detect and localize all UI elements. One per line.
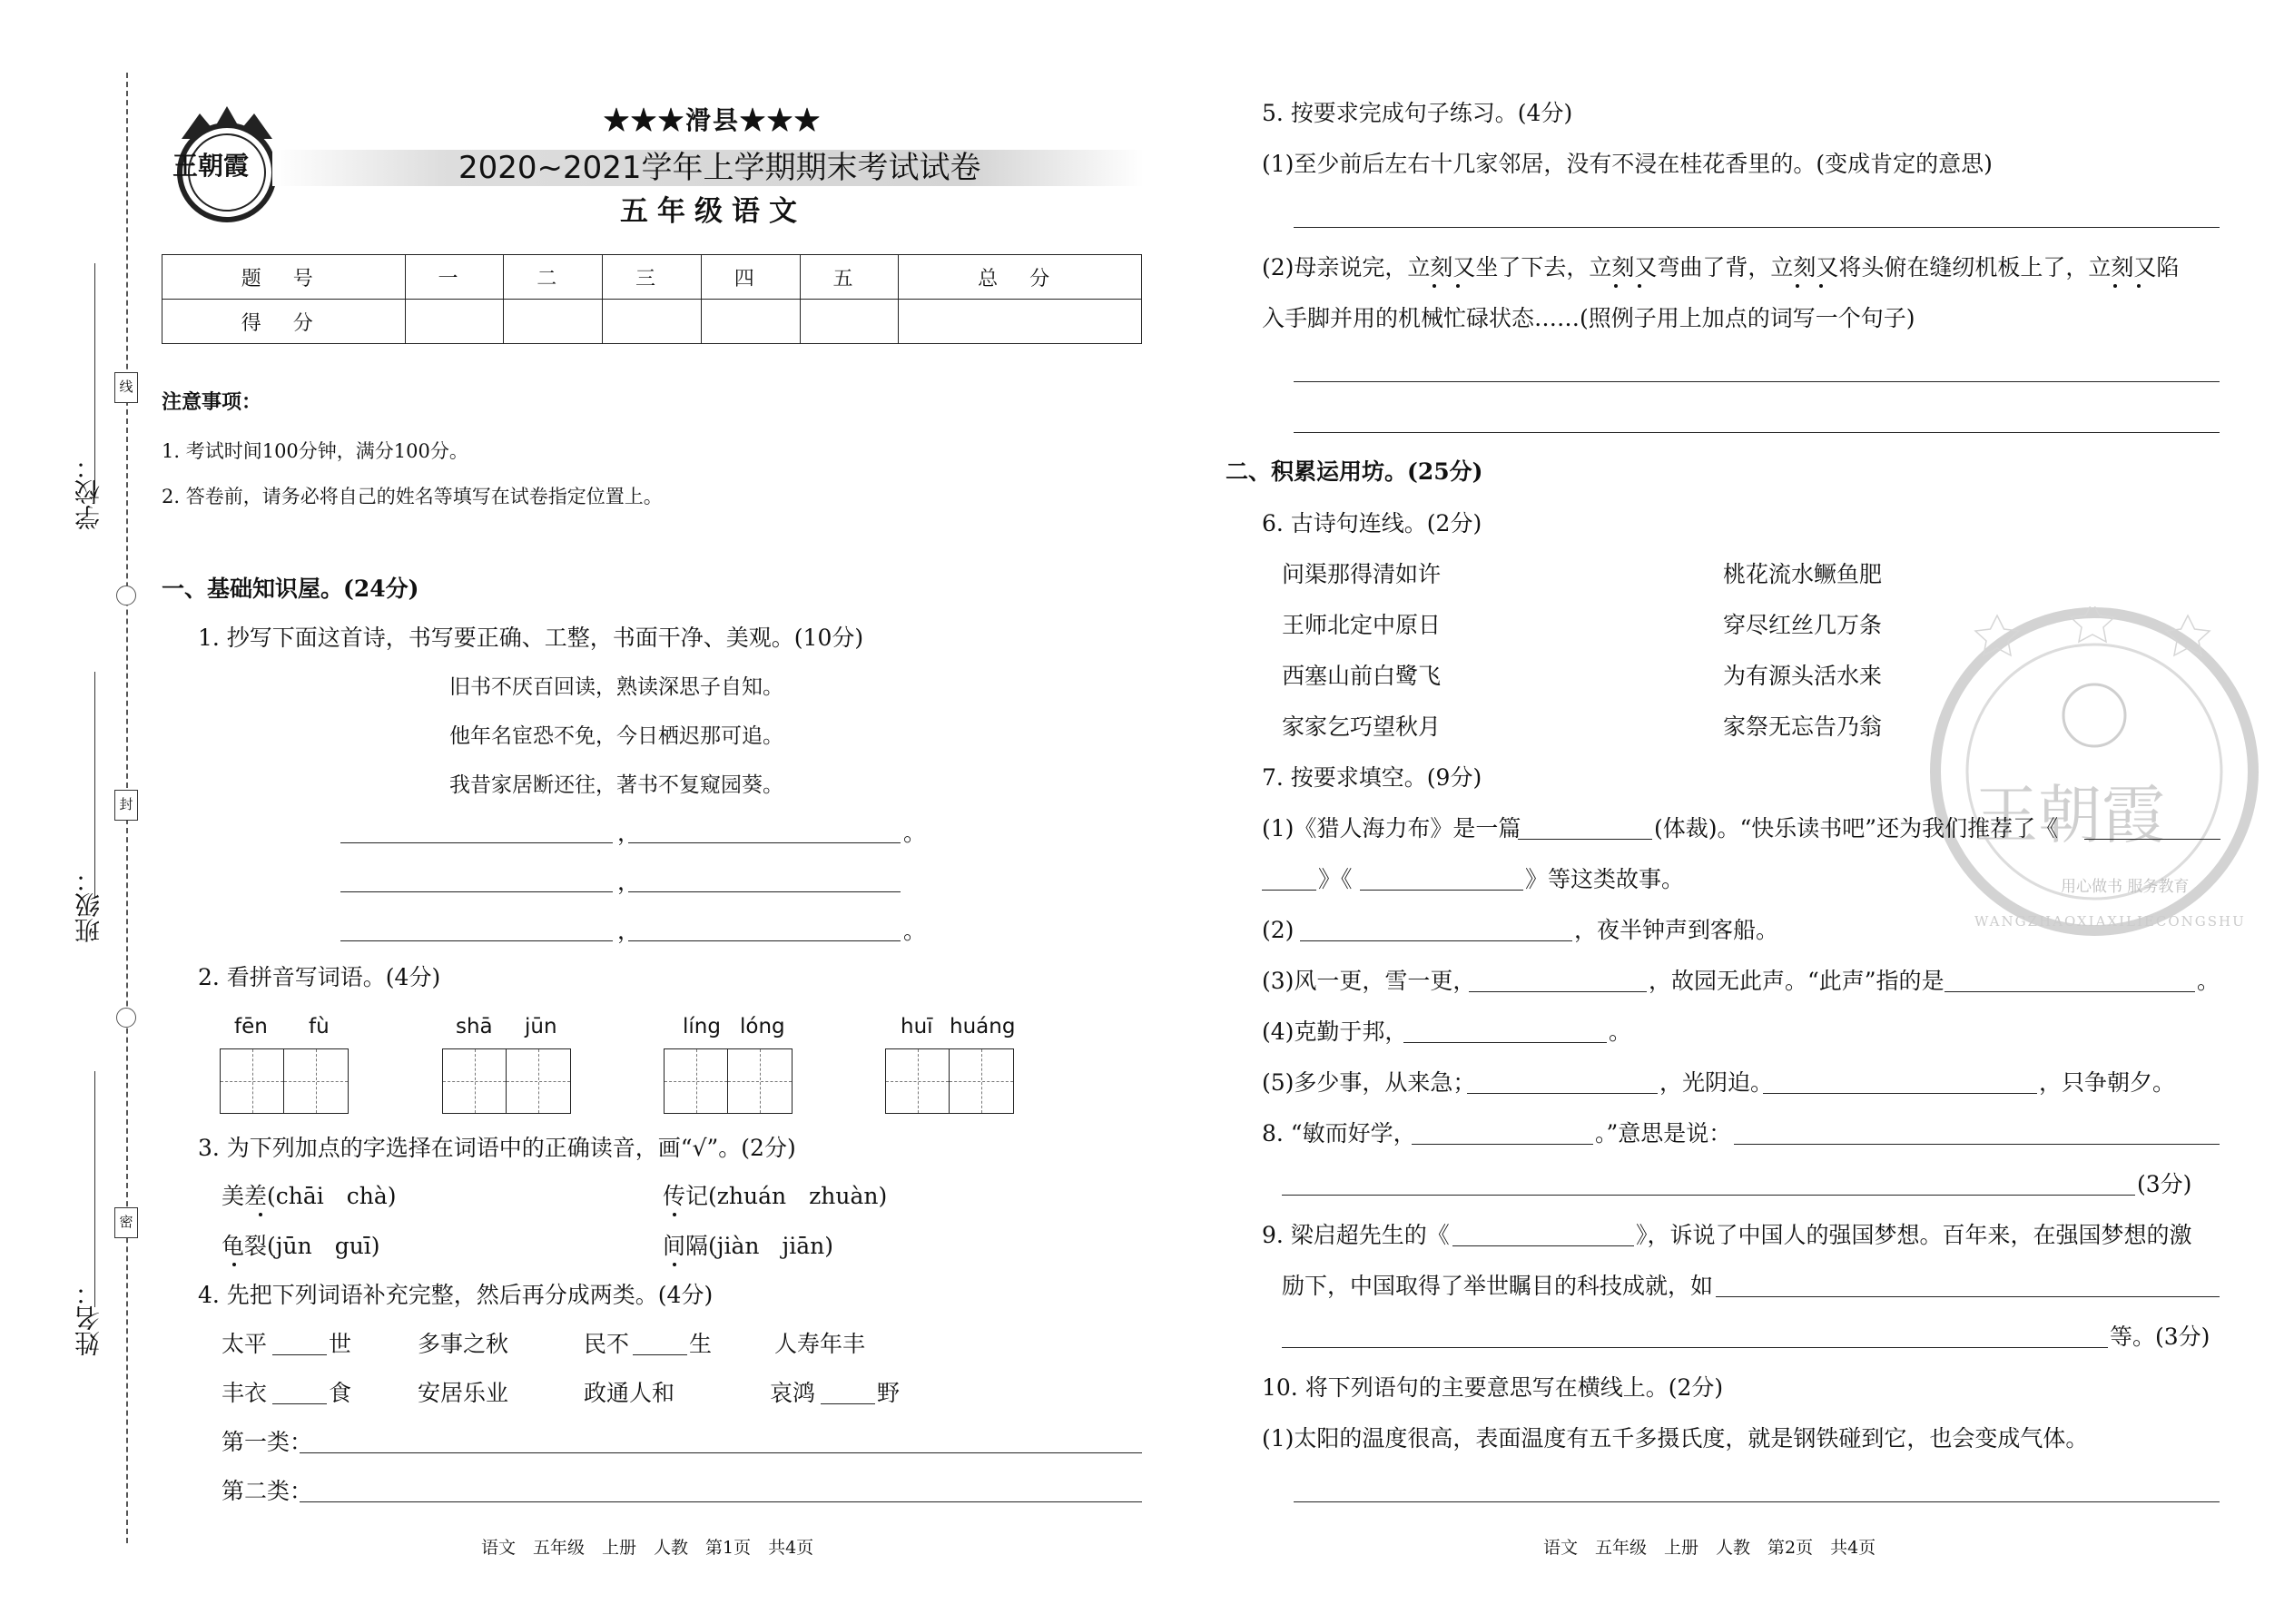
q5-part2-line1: (2)母亲说完，立刻又坐了下去，立刻又弯曲了背，立刻又将头俯在缝纫机板上了，立刻又陷 — [1262, 254, 2180, 281]
q7-4-text: (4)克勤于邦， — [1262, 1019, 1408, 1045]
question-1: 1. 抄写下面这首诗，书写要正确、工整，书面干净、美观。(10分) — [198, 625, 864, 651]
binding-clip-icon — [116, 1008, 136, 1028]
emphasis-dot — [1456, 284, 1460, 288]
county-title: ★★★滑县★★★ — [604, 105, 822, 135]
question-8: 。”意思是说： — [1595, 1120, 1732, 1147]
comma: ， — [617, 869, 641, 895]
fill-blank[interactable] — [1944, 991, 2195, 992]
school-label: 学校： — [74, 454, 103, 530]
emphasis-dot — [1819, 284, 1823, 288]
idiom-blank[interactable] — [633, 1354, 687, 1355]
q3-item[interactable]: 间隔(jiàn jiān) — [663, 1233, 834, 1259]
q7-3-text: (3)风一更，雪一更， — [1262, 968, 1476, 994]
period: 。 — [903, 918, 927, 944]
pinyin-label: líng — [683, 1015, 721, 1038]
q7-1-text: (体裁)。“快乐读书吧”还为我们推荐了《 — [1654, 815, 2059, 842]
copy-answer-line[interactable] — [628, 842, 901, 843]
score-header-cell: 三 — [603, 255, 702, 300]
q7-2-text: (2) — [1262, 917, 1295, 943]
poem-right[interactable]: 家祭无忘告乃翁 — [1723, 714, 1883, 740]
emphasis-dot — [2113, 284, 2117, 288]
q7-5-text: ，只争朝夕。 — [2039, 1069, 2176, 1096]
answer-line[interactable] — [1282, 1195, 2135, 1196]
idiom-blank[interactable] — [272, 1354, 327, 1355]
score-table — [162, 254, 1142, 344]
pinyin-label: fù — [309, 1015, 330, 1038]
idiom: 多事之秋 — [418, 1331, 509, 1357]
q10-part1: (1)太阳的温度很高，表面温度有五千多摄氏度，就是钢铁碰到它，也会变成气体。 — [1262, 1425, 2089, 1452]
q3-item[interactable]: 龟裂(jūn guī) — [222, 1233, 380, 1259]
comma: ， — [617, 820, 641, 846]
brand-logo-text: 王朝霞 — [172, 151, 250, 181]
question-9: 励下，中国取得了举世瞩目的科技成就，如 — [1282, 1273, 1714, 1299]
q7-3-text: ，故园无此声。“此声”指的是 — [1649, 968, 1944, 994]
idiom-part: 太平 — [222, 1331, 268, 1357]
idiom-part: 民不 — [584, 1331, 630, 1357]
name-answer-line — [94, 1071, 95, 1307]
answer-line[interactable] — [1294, 432, 2220, 433]
watermark-slogan: 用心做书 服务教育 — [2061, 878, 2190, 896]
score-row-label: 得 分 — [162, 300, 406, 344]
score-header-cell: 题 号 — [162, 255, 406, 300]
q7-5-text: (5)多少事，从来急； — [1262, 1069, 1476, 1096]
poem-left[interactable]: 西塞山前白鹭飞 — [1282, 663, 1442, 689]
subject-title: 五年级语文 — [620, 195, 806, 228]
copy-answer-line[interactable] — [628, 940, 901, 941]
poem-left[interactable]: 王师北定中原日 — [1282, 612, 1442, 638]
class-label: 班级： — [74, 867, 103, 943]
note-item: 1. 考试时间100分钟，满分100分。 — [162, 440, 468, 462]
poem-left[interactable]: 家家乞巧望秋月 — [1282, 714, 1442, 740]
question-7: 7. 按要求填空。(9分) — [1262, 764, 1482, 791]
question-8: 8. “敏而好学， — [1262, 1120, 1416, 1147]
q7-1-text: (1)《猎人海力布》是一篇 — [1262, 815, 1521, 842]
fill-blank[interactable] — [1412, 1144, 1593, 1145]
fill-blank[interactable] — [1518, 839, 1652, 840]
emphasis-dot — [673, 1263, 676, 1266]
category1-answer-line[interactable] — [300, 1452, 1142, 1453]
pinyin-label: huī — [901, 1015, 933, 1038]
fill-blank[interactable] — [1469, 991, 1647, 992]
emphasis-dot — [1796, 284, 1799, 288]
copy-answer-line[interactable] — [340, 891, 613, 892]
idiom-part: 哀鸿 — [770, 1380, 816, 1406]
answer-line[interactable] — [1294, 227, 2220, 228]
idiom-part: 生 — [689, 1331, 713, 1357]
question-2: 2. 看拼音写词语。(4分) — [198, 964, 441, 990]
character-grid[interactable] — [442, 1048, 571, 1114]
character-grid[interactable] — [885, 1048, 1014, 1114]
fill-blank[interactable] — [2084, 839, 2220, 840]
poem-line: 我昔家居断还往，著书不复窥园葵。 — [449, 773, 783, 797]
q7-1-text: 》《 — [1318, 866, 1353, 892]
poem-line: 他年名宦恐不免，今日栖迟那可追。 — [449, 724, 783, 748]
fill-blank[interactable] — [1467, 1093, 1658, 1094]
pinyin-label: jūn — [525, 1015, 557, 1038]
q3-item[interactable]: 传记(zhuán zhuàn) — [663, 1183, 888, 1209]
score-input-cell[interactable] — [800, 300, 899, 344]
period: 。 — [2197, 968, 2220, 994]
score-header-cell: 四 — [701, 255, 800, 300]
fill-blank[interactable] — [1300, 940, 1572, 941]
copy-answer-line[interactable] — [340, 940, 613, 941]
section1-title: 一、基础知识屋。(24分) — [162, 576, 419, 602]
emphasis-dot — [673, 1213, 676, 1216]
idiom: 政通人和 — [584, 1380, 675, 1406]
pinyin-label: shā — [456, 1015, 493, 1038]
pinyin-label: fēn — [234, 1015, 268, 1038]
score-input-cell[interactable] — [701, 300, 800, 344]
answer-line[interactable] — [1282, 1347, 2108, 1348]
q5-part2-line2: 入手脚并用的机械忙碌状态……(照例子用上加点的词写一个句子) — [1262, 305, 1915, 331]
idiom-part: 世 — [329, 1331, 352, 1357]
period: 。 — [1609, 1019, 1632, 1045]
footer-right: 语文 五年级 上册 人教 第2页 共4页 — [1543, 1538, 1876, 1558]
emphasis-dot — [1614, 284, 1618, 288]
class-answer-line — [94, 672, 95, 899]
emphasis-dot — [1433, 284, 1436, 288]
idiom-part: 食 — [329, 1380, 352, 1406]
score-header-cell: 五 — [800, 255, 899, 300]
question-9: 9. 梁启超先生的《 — [1262, 1222, 1450, 1248]
emphasis-dot — [1638, 284, 1641, 288]
character-grid[interactable] — [664, 1048, 793, 1114]
notes-title: 注意事项： — [162, 390, 262, 414]
category2-answer-line[interactable] — [300, 1501, 1142, 1502]
fill-blank[interactable] — [1360, 890, 1523, 891]
idiom-part: 野 — [877, 1380, 901, 1406]
pinyin-label: huáng — [950, 1015, 1016, 1038]
category1-label: 第一类： — [222, 1429, 313, 1455]
poem-right[interactable]: 桃花流水鳜鱼肥 — [1723, 561, 1883, 587]
fill-blank[interactable] — [1452, 1245, 1634, 1246]
score-header-cell: 一 — [405, 255, 504, 300]
q7-1-text: 》等这类故事。 — [1525, 866, 1685, 892]
question-3: 3. 为下列加点的字选择在词语中的正确读音，画“√”。(2分) — [198, 1135, 796, 1161]
comma: ， — [617, 918, 641, 944]
idiom-blank[interactable] — [821, 1403, 875, 1404]
watermark-brand: 王朝霞 — [1974, 778, 2165, 852]
emphasis-dot — [232, 1263, 236, 1266]
fill-blank[interactable] — [1262, 890, 1316, 891]
score-header-cell: 二 — [504, 255, 603, 300]
question-10: 10. 将下列语句的主要意思写在横线上。(2分) — [1262, 1374, 1724, 1401]
idiom-part: 丰衣 — [222, 1380, 268, 1406]
q7-2-text: ，夜半钟声到客船。 — [1574, 917, 1779, 943]
answer-line[interactable] — [1734, 1144, 2220, 1145]
question-9: 》，诉说了中国人的强国梦想。百年来，在强国梦想的激 — [1636, 1222, 2192, 1248]
answer-line[interactable] — [1294, 1501, 2220, 1502]
score-note: (3分) — [2137, 1171, 2192, 1197]
idiom: 人寿年丰 — [774, 1331, 866, 1357]
idiom-blank[interactable] — [272, 1403, 327, 1404]
score-input-cell[interactable] — [899, 300, 1142, 344]
seal-label-seal: 封 — [114, 790, 138, 821]
question-4: 4. 先把下列词语补充完整，然后再分成两类。(4分) — [198, 1282, 714, 1308]
watermark-arc-text: WANGZHAOXIAXILIECONGSHU — [1974, 913, 2246, 930]
emphasis-dot — [2137, 284, 2141, 288]
question-6: 6. 古诗句连线。(2分) — [1262, 510, 1482, 536]
answer-line[interactable] — [1716, 1296, 2220, 1297]
pinyin-label: lóng — [740, 1015, 785, 1038]
poem-right[interactable]: 为有源头活水来 — [1723, 663, 1883, 689]
answer-line[interactable] — [1294, 381, 2220, 382]
copy-answer-line[interactable] — [628, 891, 901, 892]
category2-label: 第二类： — [222, 1478, 313, 1504]
note-item: 2. 答卷前，请务必将自己的姓名等填写在试卷指定位置上。 — [162, 486, 663, 507]
q3-item[interactable]: 美差(chāi chà) — [222, 1183, 397, 1209]
seal-label-secret: 密 — [114, 1207, 138, 1238]
fill-blank[interactable] — [1403, 1042, 1607, 1043]
score-input-cell[interactable] — [405, 300, 504, 344]
poem-line: 旧书不厌百回读，熟读深思子自知。 — [449, 675, 783, 699]
question-5: 5. 按要求完成句子练习。(4分) — [1262, 100, 1573, 126]
seal-label-line: 线 — [114, 372, 138, 403]
footer-left: 语文 五年级 上册 人教 第1页 共4页 — [481, 1538, 814, 1558]
idiom: 安居乐业 — [418, 1380, 509, 1406]
binding-clip-icon — [116, 586, 136, 605]
emphasis-dot — [259, 1213, 262, 1216]
score-note: 等。(3分) — [2110, 1324, 2210, 1350]
score-input-cell[interactable] — [603, 300, 702, 344]
score-input-cell[interactable] — [504, 300, 603, 344]
name-label: 姓名： — [74, 1280, 103, 1356]
score-header-cell: 总 分 — [899, 255, 1142, 300]
poem-right[interactable]: 穿尽红丝几万条 — [1723, 612, 1883, 638]
character-grid[interactable] — [220, 1048, 349, 1114]
copy-answer-line[interactable] — [340, 842, 613, 843]
poem-left[interactable]: 问渠那得清如许 — [1282, 561, 1442, 587]
exam-title: 2020~2021学年上学期期末考试试卷 — [458, 150, 981, 186]
fill-blank[interactable] — [1763, 1093, 2037, 1094]
q5-part1: (1)至少前后左右十几家邻居，没有不浸在桂花香里的。(变成肯定的意思) — [1262, 151, 1993, 177]
period: 。 — [903, 820, 927, 846]
section2-title: 二、积累运用坊。(25分) — [1226, 458, 1483, 485]
q7-5-text: ，光阴迫。 — [1659, 1069, 1774, 1096]
